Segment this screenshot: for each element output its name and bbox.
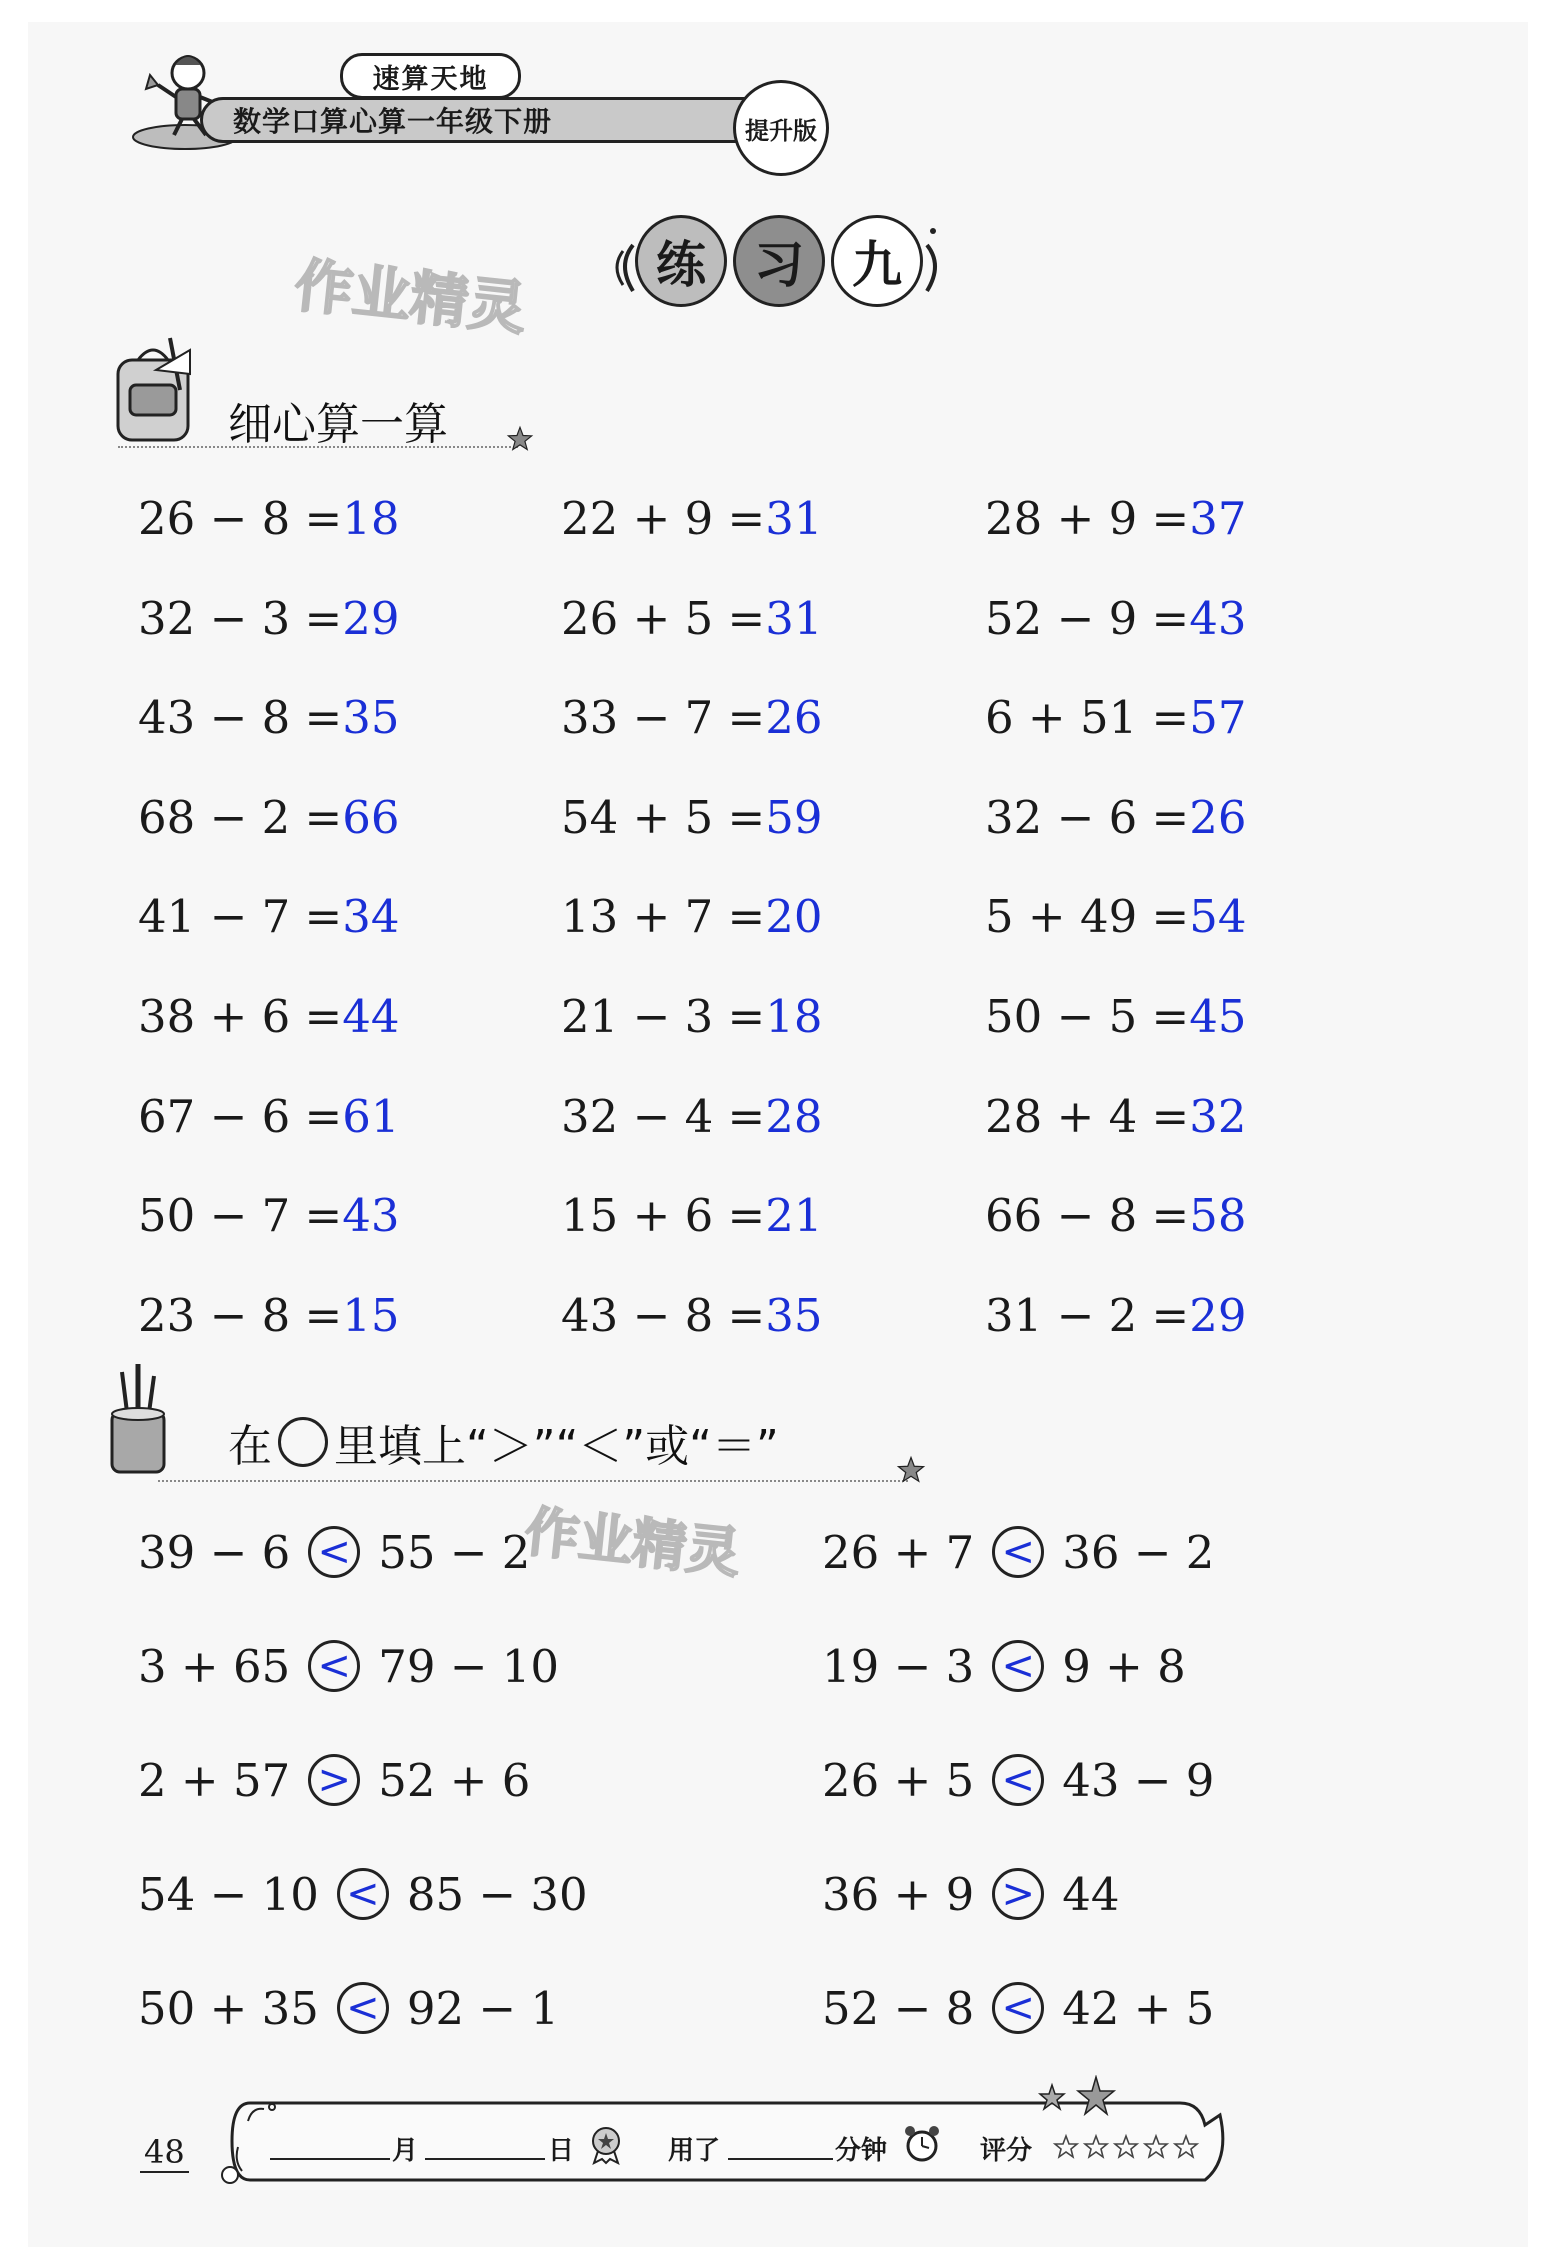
day-label: 日 xyxy=(548,2136,575,2166)
calc-problem xyxy=(985,890,1246,943)
score-label: 评分 xyxy=(980,2136,1033,2166)
calc-answer[interactable]: 26 xyxy=(1189,790,1247,844)
comparison-left: 26 + 5 xyxy=(822,1753,975,1807)
comparison-problem xyxy=(138,1522,530,1582)
calc-answer[interactable]: 31 xyxy=(765,492,823,545)
calc-expression: 38 + 6 = xyxy=(138,990,343,1043)
comparison-right: 42 + 5 xyxy=(1062,1981,1215,2035)
calc-answer[interactable]: 37 xyxy=(1189,492,1247,545)
time-used-label: 用了 xyxy=(668,2136,721,2166)
calc-answer[interactable]: 45 xyxy=(1189,990,1247,1043)
calc-problem xyxy=(985,791,1246,844)
comparison-left: 54 − 10 xyxy=(138,1867,319,1921)
comparison-sign-circle[interactable]: < xyxy=(308,1640,360,1692)
calc-answer[interactable]: 18 xyxy=(765,990,823,1043)
month-blank[interactable] xyxy=(270,2158,390,2160)
alarm-clock-icon xyxy=(902,2123,942,2165)
minutes-blank[interactable] xyxy=(728,2158,833,2160)
calc-problem xyxy=(985,1289,1246,1342)
calc-answer[interactable]: 34 xyxy=(342,890,400,944)
calc-expression: 22 + 9 = xyxy=(561,492,766,545)
calc-answer[interactable]: 15 xyxy=(342,1288,400,1342)
exercise-title xyxy=(615,205,945,315)
calc-answer[interactable]: 59 xyxy=(765,790,823,844)
calc-expression: 66 − 8 = xyxy=(985,1189,1190,1243)
comparison-sign-circle[interactable]: < xyxy=(992,1526,1044,1578)
calc-expression: 32 − 6 = xyxy=(985,790,1190,844)
calc-expression: 13 + 7 = xyxy=(561,890,766,944)
section2-title-prefix: 在 xyxy=(228,1421,272,1472)
calc-problem xyxy=(138,592,399,645)
calc-problem xyxy=(985,691,1246,744)
calc-answer[interactable]: 21 xyxy=(765,1189,823,1243)
star-icon xyxy=(896,1455,926,1485)
comparison-right: 79 − 10 xyxy=(378,1639,560,1693)
series-label: 速算天地 xyxy=(340,53,521,99)
calc-problem xyxy=(138,691,399,744)
calc-problem xyxy=(985,592,1246,645)
exercise-char-2: 习 xyxy=(733,215,825,307)
calc-problem xyxy=(138,1090,399,1143)
calc-answer[interactable]: 54 xyxy=(1189,890,1247,944)
comparison-sign-circle[interactable]: < xyxy=(992,1754,1044,1806)
calc-expression: 43 − 8 = xyxy=(561,1288,766,1342)
calc-expression: 68 − 2 = xyxy=(138,790,343,844)
book-header xyxy=(130,45,817,155)
calc-problem xyxy=(985,1189,1246,1242)
calc-answer[interactable]: 43 xyxy=(342,1189,400,1243)
comparison-left: 36 + 9 xyxy=(822,1867,975,1921)
calc-answer[interactable]: 29 xyxy=(1189,1288,1247,1342)
comparison-right: 92 − 1 xyxy=(406,1981,560,2035)
calc-problem xyxy=(138,1289,399,1342)
exercise-char-3: 九 xyxy=(831,215,923,307)
section2-title xyxy=(228,1410,779,1474)
calc-problem xyxy=(985,1090,1246,1143)
comparison-problem xyxy=(822,1636,1186,1696)
book-title xyxy=(200,97,750,143)
medal-icon xyxy=(588,2125,624,2165)
comparison-problem xyxy=(138,1750,530,1810)
calc-problem xyxy=(138,791,399,844)
comparison-sign-circle[interactable]: < xyxy=(337,1868,389,1920)
comparison-sign-circle[interactable]: < xyxy=(337,1982,389,2034)
calc-problem xyxy=(561,1189,822,1242)
comparison-right: 85 − 30 xyxy=(406,1867,588,1921)
comparison-problem xyxy=(138,1978,559,2038)
star-decoration-icon xyxy=(1030,2075,1130,2125)
calc-problem xyxy=(138,890,399,943)
calc-problem xyxy=(561,990,822,1043)
section1-underline xyxy=(118,446,518,448)
calc-expression: 31 − 2 = xyxy=(985,1288,1190,1342)
page-number: 48 xyxy=(140,2133,189,2173)
minutes-label: 分钟 xyxy=(835,2136,888,2166)
calc-expression: 67 − 6 = xyxy=(138,1089,343,1143)
calc-expression: 28 + 9 = xyxy=(985,492,1190,545)
calc-answer[interactable]: 58 xyxy=(1189,1189,1247,1243)
calc-problem xyxy=(561,890,822,943)
comparison-problem xyxy=(822,1978,1214,2038)
calc-expression: 54 + 5 = xyxy=(561,790,766,844)
calc-answer[interactable]: 29 xyxy=(342,591,400,645)
comparison-right: 36 − 2 xyxy=(1062,1525,1215,1579)
calc-answer[interactable]: 20 xyxy=(765,890,823,944)
comparison-right: 43 − 9 xyxy=(1062,1753,1215,1807)
comparison-left: 19 − 3 xyxy=(822,1639,975,1693)
calc-expression: 50 − 5 = xyxy=(985,990,1190,1043)
calc-answer[interactable]: 35 xyxy=(765,1288,823,1342)
calc-problem xyxy=(985,492,1246,545)
calc-problem xyxy=(561,1090,822,1143)
pencil-cup-icon xyxy=(108,1362,168,1477)
calc-problem xyxy=(561,691,822,744)
star-icon xyxy=(506,425,534,453)
calc-expression: 26 + 5 = xyxy=(561,591,766,645)
comparison-left: 2 + 57 xyxy=(138,1753,291,1807)
calc-problem xyxy=(561,791,822,844)
comparison-sign-circle[interactable]: > xyxy=(308,1754,360,1806)
watermark: 作业精灵 xyxy=(521,1499,744,1586)
comparison-left: 52 − 8 xyxy=(822,1981,975,2035)
calc-expression: 5 + 49 = xyxy=(985,890,1190,944)
calc-problem xyxy=(985,990,1246,1043)
calc-expression: 32 − 3 = xyxy=(138,591,343,645)
calc-expression: 33 − 7 = xyxy=(561,691,766,745)
blank-circle-icon xyxy=(278,1417,328,1467)
comparison-right: 52 + 6 xyxy=(378,1753,531,1807)
calc-expression: 15 + 6 = xyxy=(561,1189,766,1243)
month-label: 月 xyxy=(392,2136,419,2166)
calc-problem xyxy=(561,492,822,545)
calc-expression: 50 − 7 = xyxy=(138,1189,343,1243)
comparison-left: 39 − 6 xyxy=(138,1525,291,1579)
calc-answer[interactable]: 66 xyxy=(342,790,400,844)
calc-answer[interactable]: 32 xyxy=(1189,1089,1247,1143)
calc-expression: 23 − 8 = xyxy=(138,1288,343,1342)
comparison-right: 55 − 2 xyxy=(378,1525,531,1579)
calc-expression: 43 − 8 = xyxy=(138,691,343,745)
calc-answer[interactable]: 28 xyxy=(765,1089,823,1143)
comparison-problem xyxy=(138,1864,588,1924)
footer-record-box xyxy=(220,2085,1260,2195)
section1-title: 细心算一算 xyxy=(228,399,448,450)
exercise-char-1: 练 xyxy=(635,215,727,307)
edition-badge: 提升版 xyxy=(733,80,829,176)
watermark: 作业精灵 xyxy=(291,251,530,343)
comparison-left: 3 + 65 xyxy=(138,1639,291,1693)
calc-answer[interactable]: 44 xyxy=(342,990,400,1043)
calc-problem xyxy=(138,1189,399,1242)
comparison-sign-circle[interactable]: > xyxy=(992,1868,1044,1920)
calc-answer[interactable]: 31 xyxy=(765,591,823,645)
calc-answer[interactable]: 57 xyxy=(1189,691,1247,745)
score-stars-icon[interactable] xyxy=(1050,2132,1210,2164)
comparison-sign-circle[interactable]: < xyxy=(992,1982,1044,2034)
backpack-icon xyxy=(108,330,198,450)
comparison-left: 50 + 35 xyxy=(138,1981,319,2035)
calc-expression: 21 − 3 = xyxy=(561,990,766,1043)
comparison-problem xyxy=(138,1636,559,1696)
day-blank[interactable] xyxy=(425,2158,545,2160)
section2-title-suffix: 里填上“＞”“＜”或“＝” xyxy=(334,1421,779,1472)
calc-expression: 52 − 9 = xyxy=(985,591,1190,645)
comparison-left: 26 + 7 xyxy=(822,1525,975,1579)
calc-problem xyxy=(561,1289,822,1342)
calc-answer[interactable]: 18 xyxy=(342,492,400,545)
calc-answer[interactable]: 61 xyxy=(342,1089,400,1143)
calc-answer[interactable]: 43 xyxy=(1189,591,1247,645)
calc-expression: 41 − 7 = xyxy=(138,890,343,944)
calc-problem xyxy=(138,492,399,545)
calc-problem xyxy=(138,990,399,1043)
comparison-sign-circle[interactable]: < xyxy=(992,1640,1044,1692)
calc-answer[interactable]: 35 xyxy=(342,691,400,745)
comparison-sign-circle[interactable]: < xyxy=(308,1526,360,1578)
comparison-problem xyxy=(822,1864,1119,1924)
comparison-right: 9 + 8 xyxy=(1062,1639,1186,1693)
calc-expression: 28 + 4 = xyxy=(985,1089,1190,1143)
calc-expression: 32 − 4 = xyxy=(561,1089,766,1143)
book-title-text: 数学口算心算一年级下册 xyxy=(233,105,553,138)
calc-expression: 26 − 8 = xyxy=(138,492,343,545)
calc-problem xyxy=(561,592,822,645)
section2-underline xyxy=(158,1480,908,1482)
comparison-problem xyxy=(822,1750,1214,1810)
comparison-right: 44 xyxy=(1062,1867,1120,1921)
comparison-problem xyxy=(822,1522,1214,1582)
calc-expression: 6 + 51 = xyxy=(985,691,1190,745)
calc-answer[interactable]: 26 xyxy=(765,691,823,745)
